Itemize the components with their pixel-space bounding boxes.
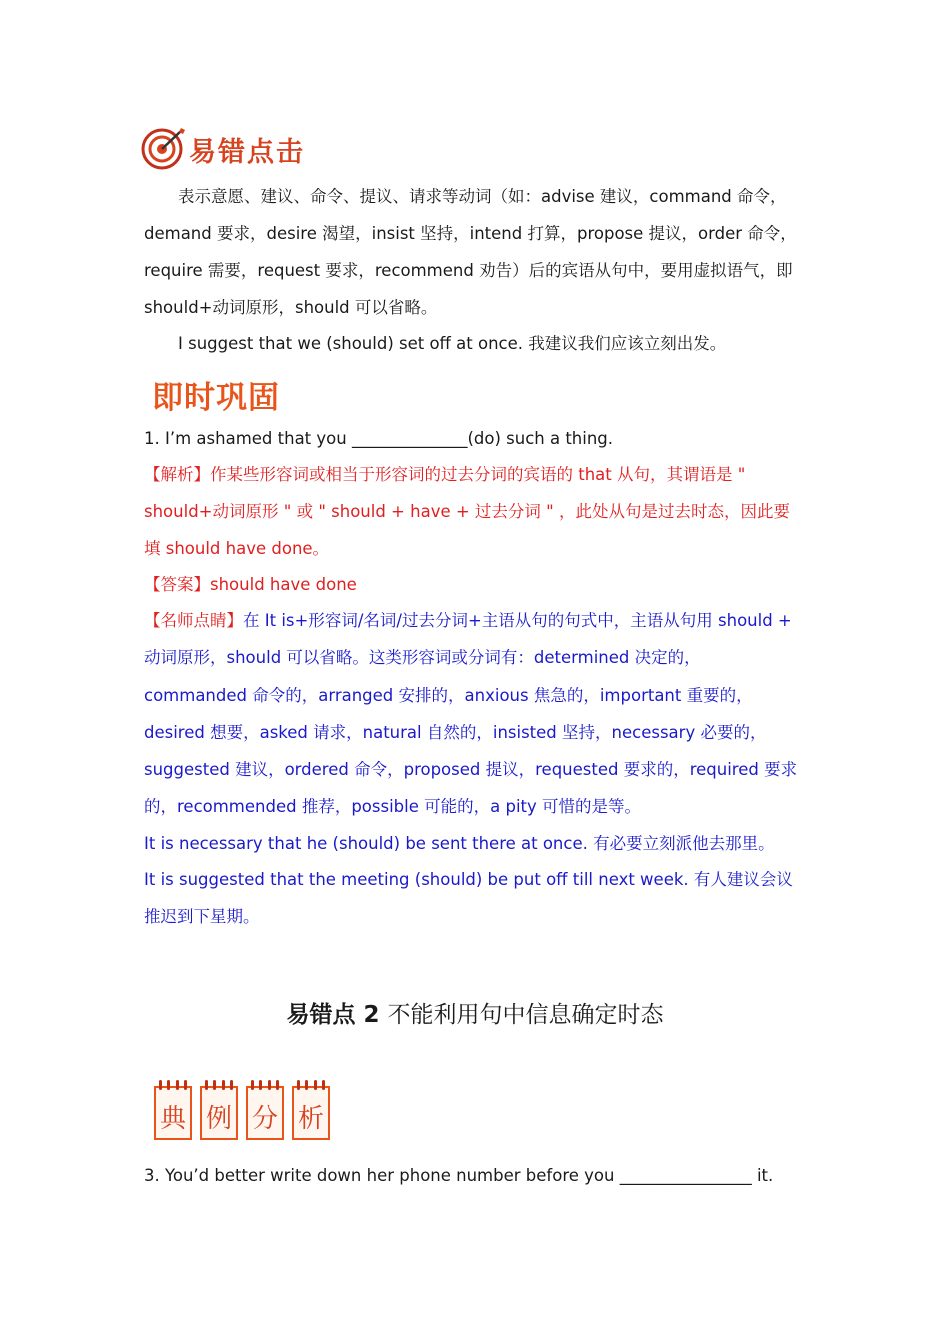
heading-text: 不能利用句中信息确定时态	[387, 1002, 664, 1028]
section-heading	[0, 996, 950, 1029]
answer-line: 【答案】should have done	[144, 575, 357, 594]
tip-example: It is necessary that he (should) be sent there at once. 有必要立刻派他去那里。	[144, 834, 775, 853]
banner-card: 析	[292, 1086, 330, 1140]
tip-line: commanded 命令的，arranged 安排的，anxious 焦急的，important 重要的，	[144, 686, 753, 705]
question-3: 3. You’d better write down her phone number before you ________________ it.	[144, 1166, 774, 1185]
banner-card: 典	[154, 1086, 192, 1140]
target-icon	[141, 126, 187, 170]
example-analysis-banner	[154, 1080, 334, 1148]
intro-line: should+动词原形，should 可以省略。	[144, 298, 438, 317]
banner-card: 分	[246, 1086, 284, 1140]
tip-line: 的，recommended 推荐，possible 可能的，a pity 可惜的是等。	[144, 797, 642, 816]
analysis-line: should+动词原形 " 或 " should + have + 过去分词 " ，此处从句是过去时态，因此要	[144, 502, 791, 521]
question-1: 1. I’m ashamed that you ______________(do) such a thing.	[144, 429, 614, 448]
tip-example: It is suggested that the meeting (should) be put off till next week. 有人建议会议	[144, 870, 793, 889]
practice-banner	[152, 372, 292, 414]
tip-line: 动词原形，should 可以省略。这类形容词或分词有：determined 决定的，	[144, 648, 701, 667]
heading-number: 2	[363, 1002, 380, 1028]
banner-card: 例	[200, 1086, 238, 1140]
error-prone-banner	[141, 126, 321, 170]
tip-example: 推迟到下星期。	[144, 907, 260, 926]
heading-prefix: 易错点	[286, 1002, 356, 1028]
tip-label: 【名师点睛】	[144, 611, 243, 630]
banner-title: 易错点击	[189, 137, 305, 168]
tip-text: 在 It is+形容词/名词/过去分词+主语从句的句式中，主语从句用 should +	[243, 611, 792, 630]
example-sentence: I suggest that we (should) set off at once. 我建议我们应该立刻出发。	[178, 334, 727, 353]
banner-title: 即时巩固	[152, 380, 280, 416]
intro-line: require 需要，request 要求，recommend 劝告）后的宾语从句中，要用虚拟语气，即	[144, 261, 793, 280]
analysis-line: 填 should have done。	[144, 539, 330, 558]
analysis-line: 【解析】作某些形容词或相当于形容词的过去分词的宾语的 that 从句，其谓语是 "	[144, 465, 746, 484]
intro-line: 表示意愿、建议、命令、提议、请求等动词（如：advise 建议，command 命令，	[178, 187, 787, 206]
tip-line: suggested 建议，ordered 命令，proposed 提议，requested 要求的，required 要求	[144, 760, 798, 779]
tip-line: desired 想要，asked 请求，natural 自然的，insisted 坚持，necessary 必要的，	[144, 723, 767, 742]
intro-line: demand 要求，desire 渴望，insist 坚持，intend 打算，propose 提议，order 命令，	[144, 224, 797, 243]
tip-line	[144, 611, 792, 631]
